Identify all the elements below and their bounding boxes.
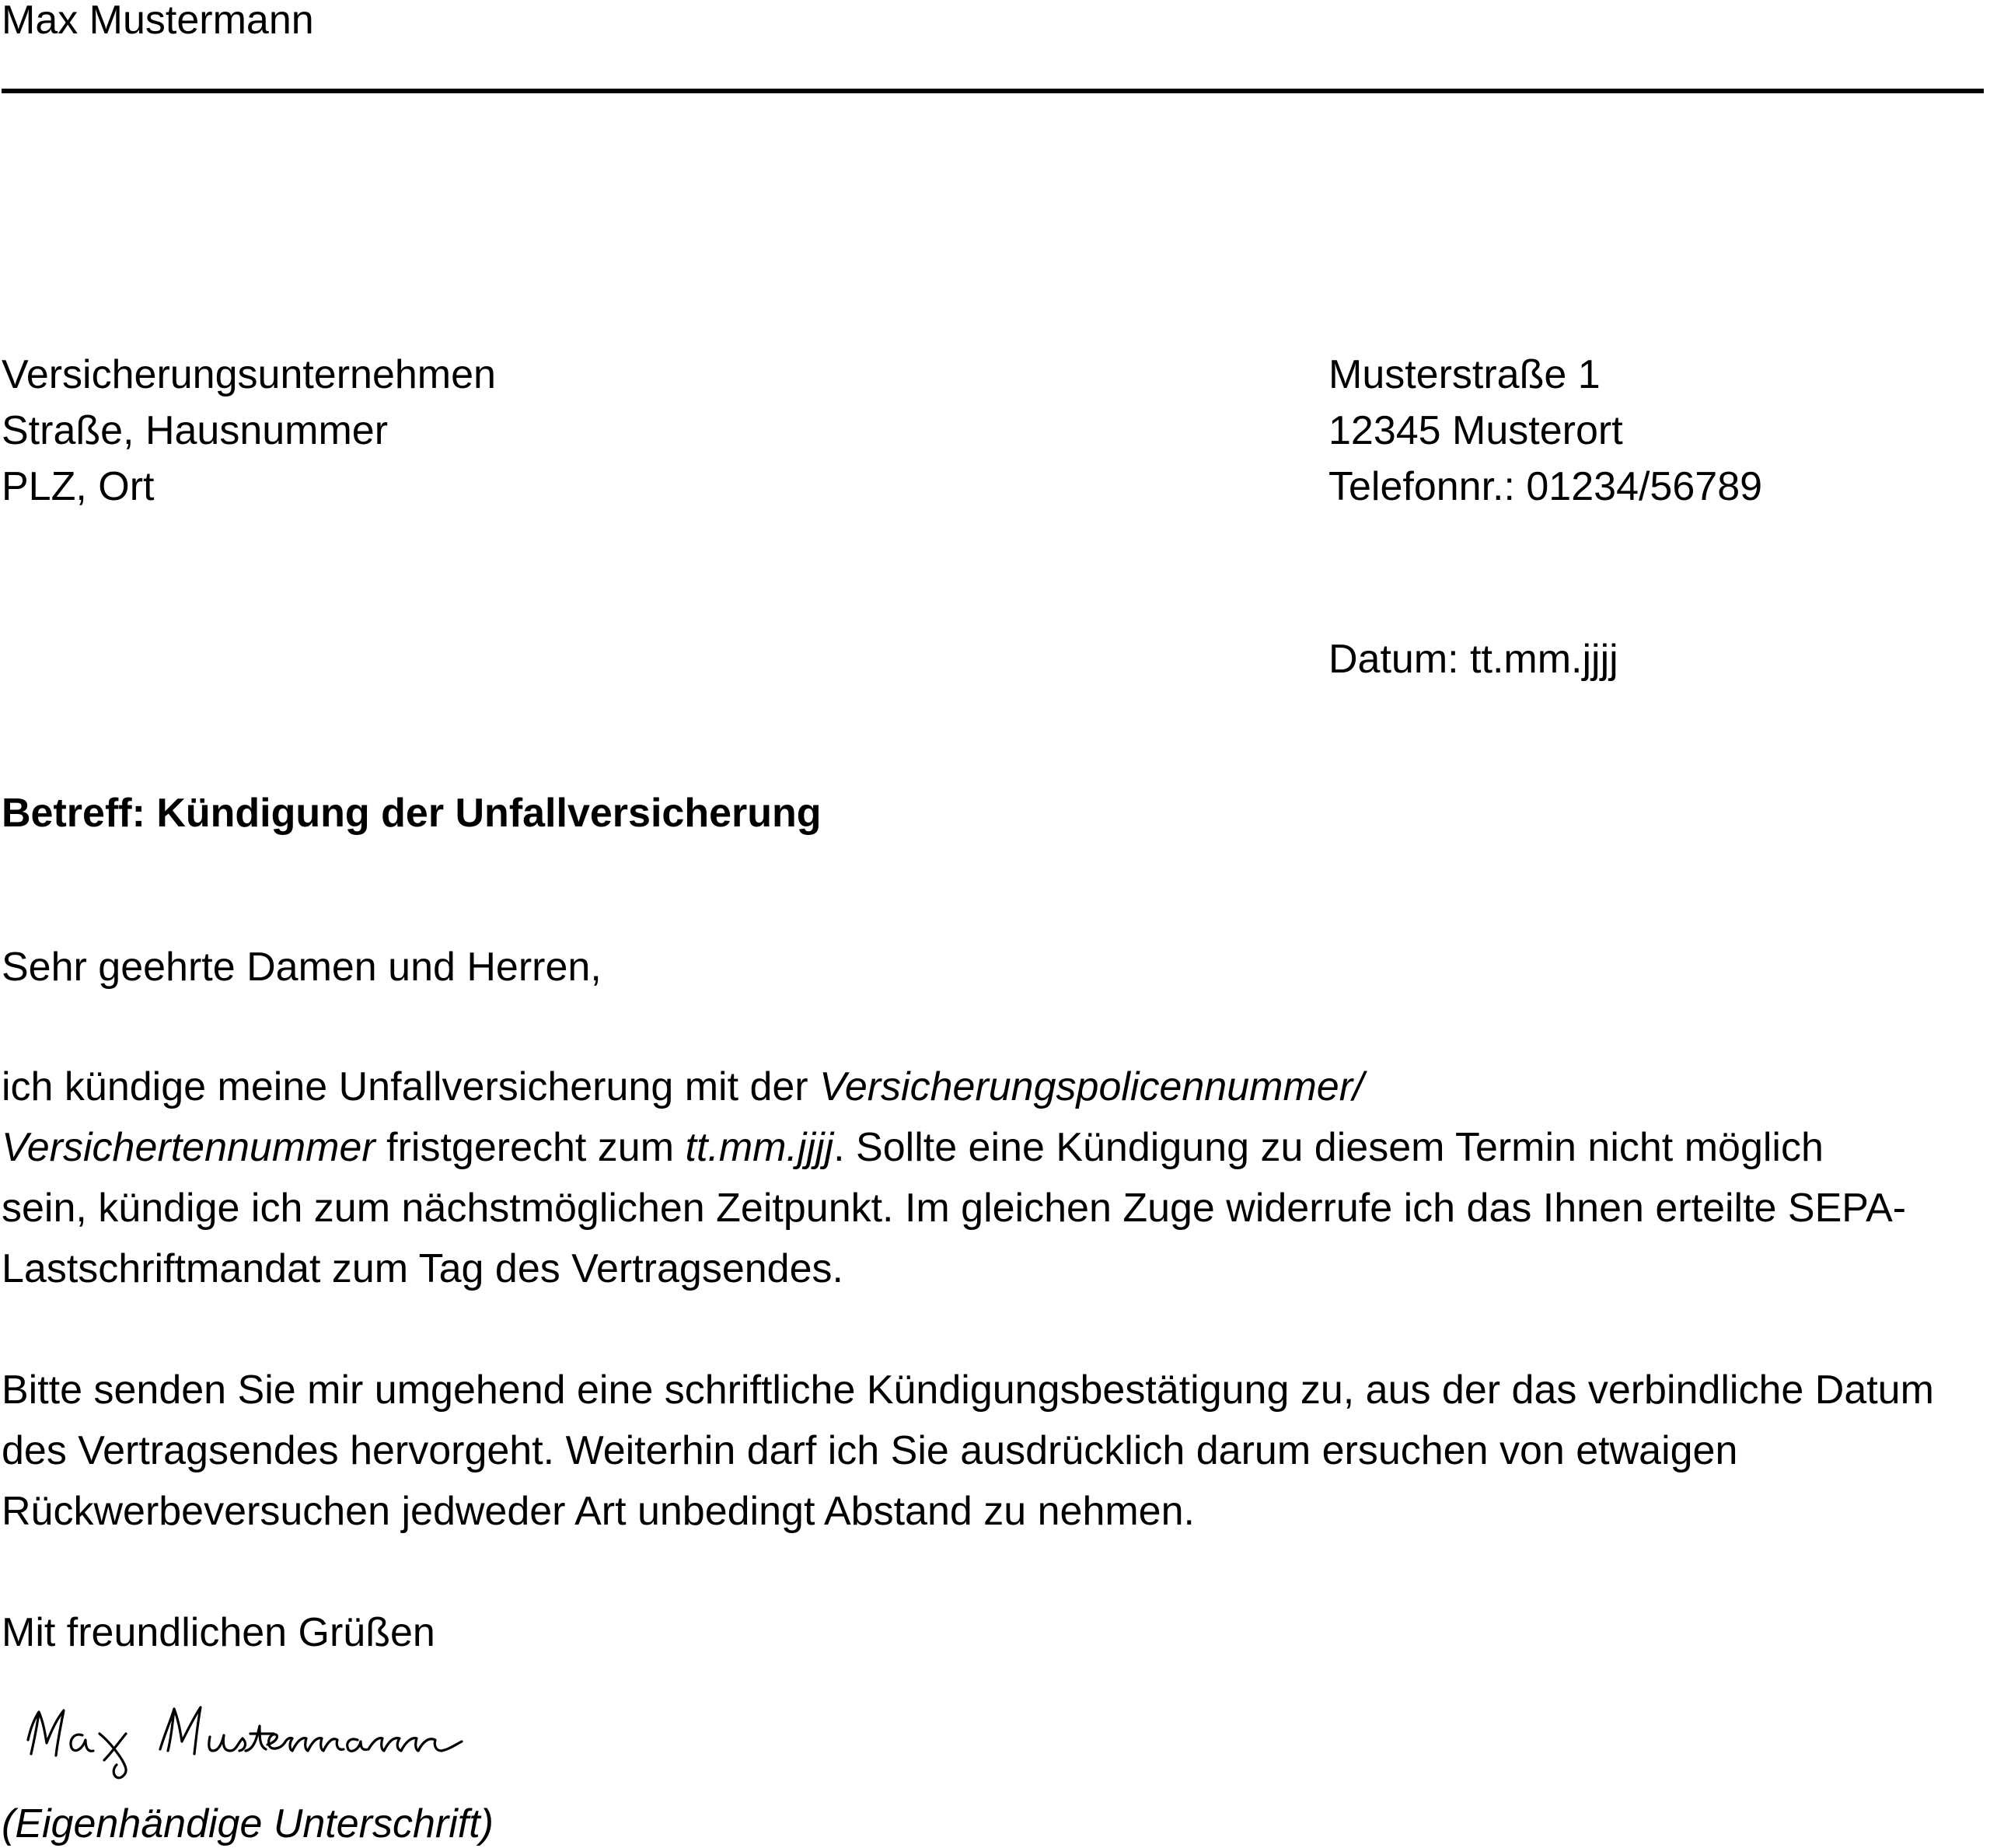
sender-city: 12345 Musterort (1328, 408, 1623, 453)
paragraph2-line2: des Vertragsendes hervorgeht. Weiterhin darf ich Sie ausdrücklich darum ersuchen von etwaigen (2, 1428, 1738, 1473)
policy-number-placeholder: Versicherungspolicennummer/ (819, 1064, 1364, 1109)
insured-number-placeholder: Versichertennummer (2, 1125, 375, 1170)
p1-l2-text-b: . Sollte eine Kündigung zu diesem Termin nicht möglich (833, 1125, 1824, 1170)
sender-phone: Telefonnr.: 01234/56789 (1328, 464, 1763, 509)
recipient-city: PLZ, Ort (2, 464, 155, 509)
letter-date: Datum: tt.mm.jjjj (1328, 637, 1618, 682)
letter-salutation: Sehr geehrte Damen und Herren, (2, 945, 602, 990)
signature-icon (12, 1695, 510, 1780)
p1-l2-text-a: fristgerecht zum (375, 1125, 686, 1170)
paragraph1-line1 (2, 1064, 1364, 1109)
handwritten-signature (12, 1695, 510, 1780)
signature-note: (Eigenhändige Unterschrift) (2, 1801, 494, 1846)
letter-closing: Mit freundlichen Grüßen (2, 1610, 435, 1655)
sender-street: Musterstraße 1 (1328, 352, 1601, 397)
paragraph1-line2 (2, 1127, 1824, 1168)
paragraph2-line1: Bitte senden Sie mir umgehend eine schriftliche Kündigungsbestätigung zu, aus der das verbindliche Datum (2, 1368, 1934, 1413)
paragraph1-line3: sein, kündige ich zum nächstmöglichen Zeitpunkt. Im gleichen Zuge widerrufe ich das Ihnen erteilte SEPA- (2, 1186, 1907, 1231)
letter-subject: Betreff: Kündigung der Unfallversicherung (2, 791, 822, 836)
termination-date-placeholder: tt.mm.jjjj (685, 1125, 834, 1170)
header-divider (2, 89, 1984, 93)
paragraph1-line4: Lastschriftmandat zum Tag des Vertragsendes. (2, 1246, 843, 1291)
paragraph2-line3: Rückwerbeversuchen jedweder Art unbedingt Abstand zu nehmen. (2, 1489, 1195, 1534)
p1-l1-text: ich kündige meine Unfallversicherung mit der (2, 1064, 820, 1109)
recipient-company: Versicherungsunternehmen (2, 352, 496, 397)
sender-name-header: Max Mustermann (2, 0, 314, 43)
recipient-street: Straße, Hausnummer (2, 408, 389, 453)
